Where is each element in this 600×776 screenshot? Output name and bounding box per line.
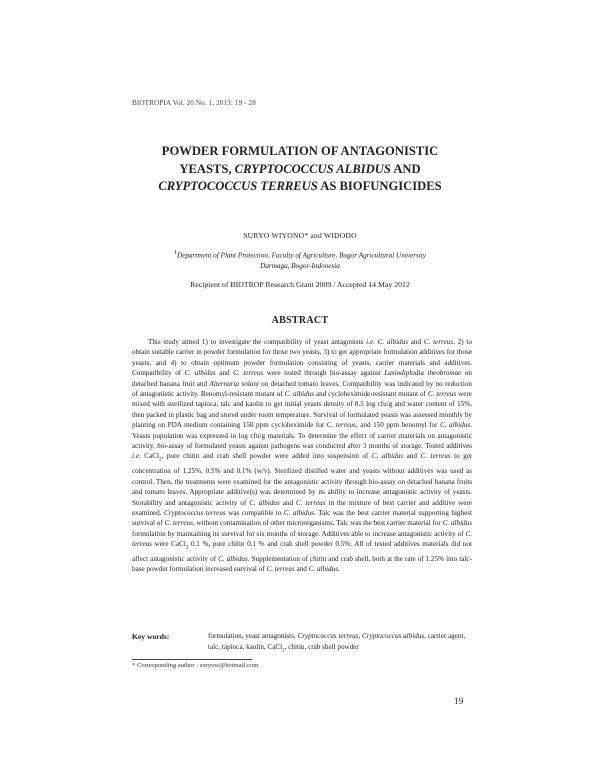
- title-line-2: YEASTS, CRYPTOCOCCUS ALBIDUS AND: [179, 161, 421, 176]
- title-line-1: POWDER FORMULATION OF ANTAGONISTIC: [161, 144, 439, 158]
- abstract-heading: ABSTRACT: [271, 315, 329, 326]
- paper-title: [100, 143, 500, 196]
- received-accepted-line: Recipient of BIOTROP Research Grant 2009 / Accepted 14 May 2012: [190, 280, 410, 289]
- authors: SURYO WIYONO* and WIDODO: [243, 231, 357, 240]
- keywords-list: formulation, yeast antagonists, Cryptococcus terreus, Cryptococcus albidus, carrier agent, talc, tapioca, kaolin, CaCl$_2$, chitin, crab shell powder: [208, 632, 466, 654]
- keywords: [132, 631, 472, 656]
- abstract-text: This study aimed 1) to investigate the compatibility of yeast antagonists i.e. C. albidus and C. terreus, 2) to obtain suitable carrier in powder formulation for those two yeasts, 3) to get appropriate formulation additives for those yeasts, and 4) to obtain optimum powder formulation consisting of yeasts, carrier materials and additives. Compatibility of C. albidus and C. terreus were tested through bio-assay against Lasiodiplodia theobromae on detached banana fruit and Alternaria solani on detached tomato leaves. Compatibility was indicated by no reduction of antagonistic activity. Benomyl-resistant mutant of C. albidus and cycloheximide-resistant mutant of C. terreus were mixed with sterilized tapioca, talc and kaolin to get initial yeasts density of 8.5 log cfu/g and water content of 15%, then packed in plastic bag and stored under room temperature. Survival of formulated yeasts was assessed monthly by planting on PDA medium containing 150 ppm cycloheximide for C. terreus, and 150 ppm benomyl for C. albidus. Yeasts population was expressed in log cfu/g materials. To determine the effect of carrier materials on antagonistic activity, bio-assay of formulated yeasts against pathogens was conducted after 3 months of storage. Tested additives i.e. CaCl$_2$, pure chitin and crab shell powder were added into suspension of C. albidus and C. terreus to get concentration of 1.25%, 0.5% and 0.1% (w/v). Sterilized distilled water and yeasts without additives was used as control. Then, the treatments were examined for the antagonistic activity through bio-assay on detached banana fruits and tomato leaves. Appropriate additive(s) was determined by its ability to increase antagonistic activity of yeasts. Storability and antagonistic activity of C. albidus and C. terreus in the mixture of best carrier and additive were examined. Cryptococcus terreus was compatible to C. albidus. Talc was the best carrier material supporting highest survival of C. terreus, without contamination of other microorganisms. Talc was the best carrier material for C. albidus formulation by maintaining its survival for six months of storage. Additives able to increase antagonistic activity of C. terreus were CaCl$_2$ 0.1 %, pure chitin 0.1 % and crab shell powder 0.5%. All of tested additives materials did not affect antagonistic activity of C. albidus. Supplementation of chitin and crab shell, both at the rate of 1.25% into talc-base powder formulation increased survival of C. terreus and C. albidus.: [132, 338, 473, 574]
- title-line-3: CRYPTOCOCCUS TERREUS AS BIOFUNGICIDES: [158, 179, 442, 193]
- affiliation-marker: 1: [174, 250, 178, 256]
- page-number: 19: [454, 697, 464, 707]
- affiliation: $^1$Department of Plant Protection, Faculty of Agriculture, Bogor Agricultural University Darmaga, Bogor-Indonesia: [174, 250, 426, 271]
- footnote-corresponding-author: * Corresponding author : suryow@hotmail.com: [132, 662, 259, 669]
- footnote-divider: [132, 659, 252, 660]
- running-header: BIOTROPIA Vol. 20 No. 1, 2013: 19 - 28: [132, 99, 256, 107]
- keywords-label: Key words:: [132, 632, 170, 641]
